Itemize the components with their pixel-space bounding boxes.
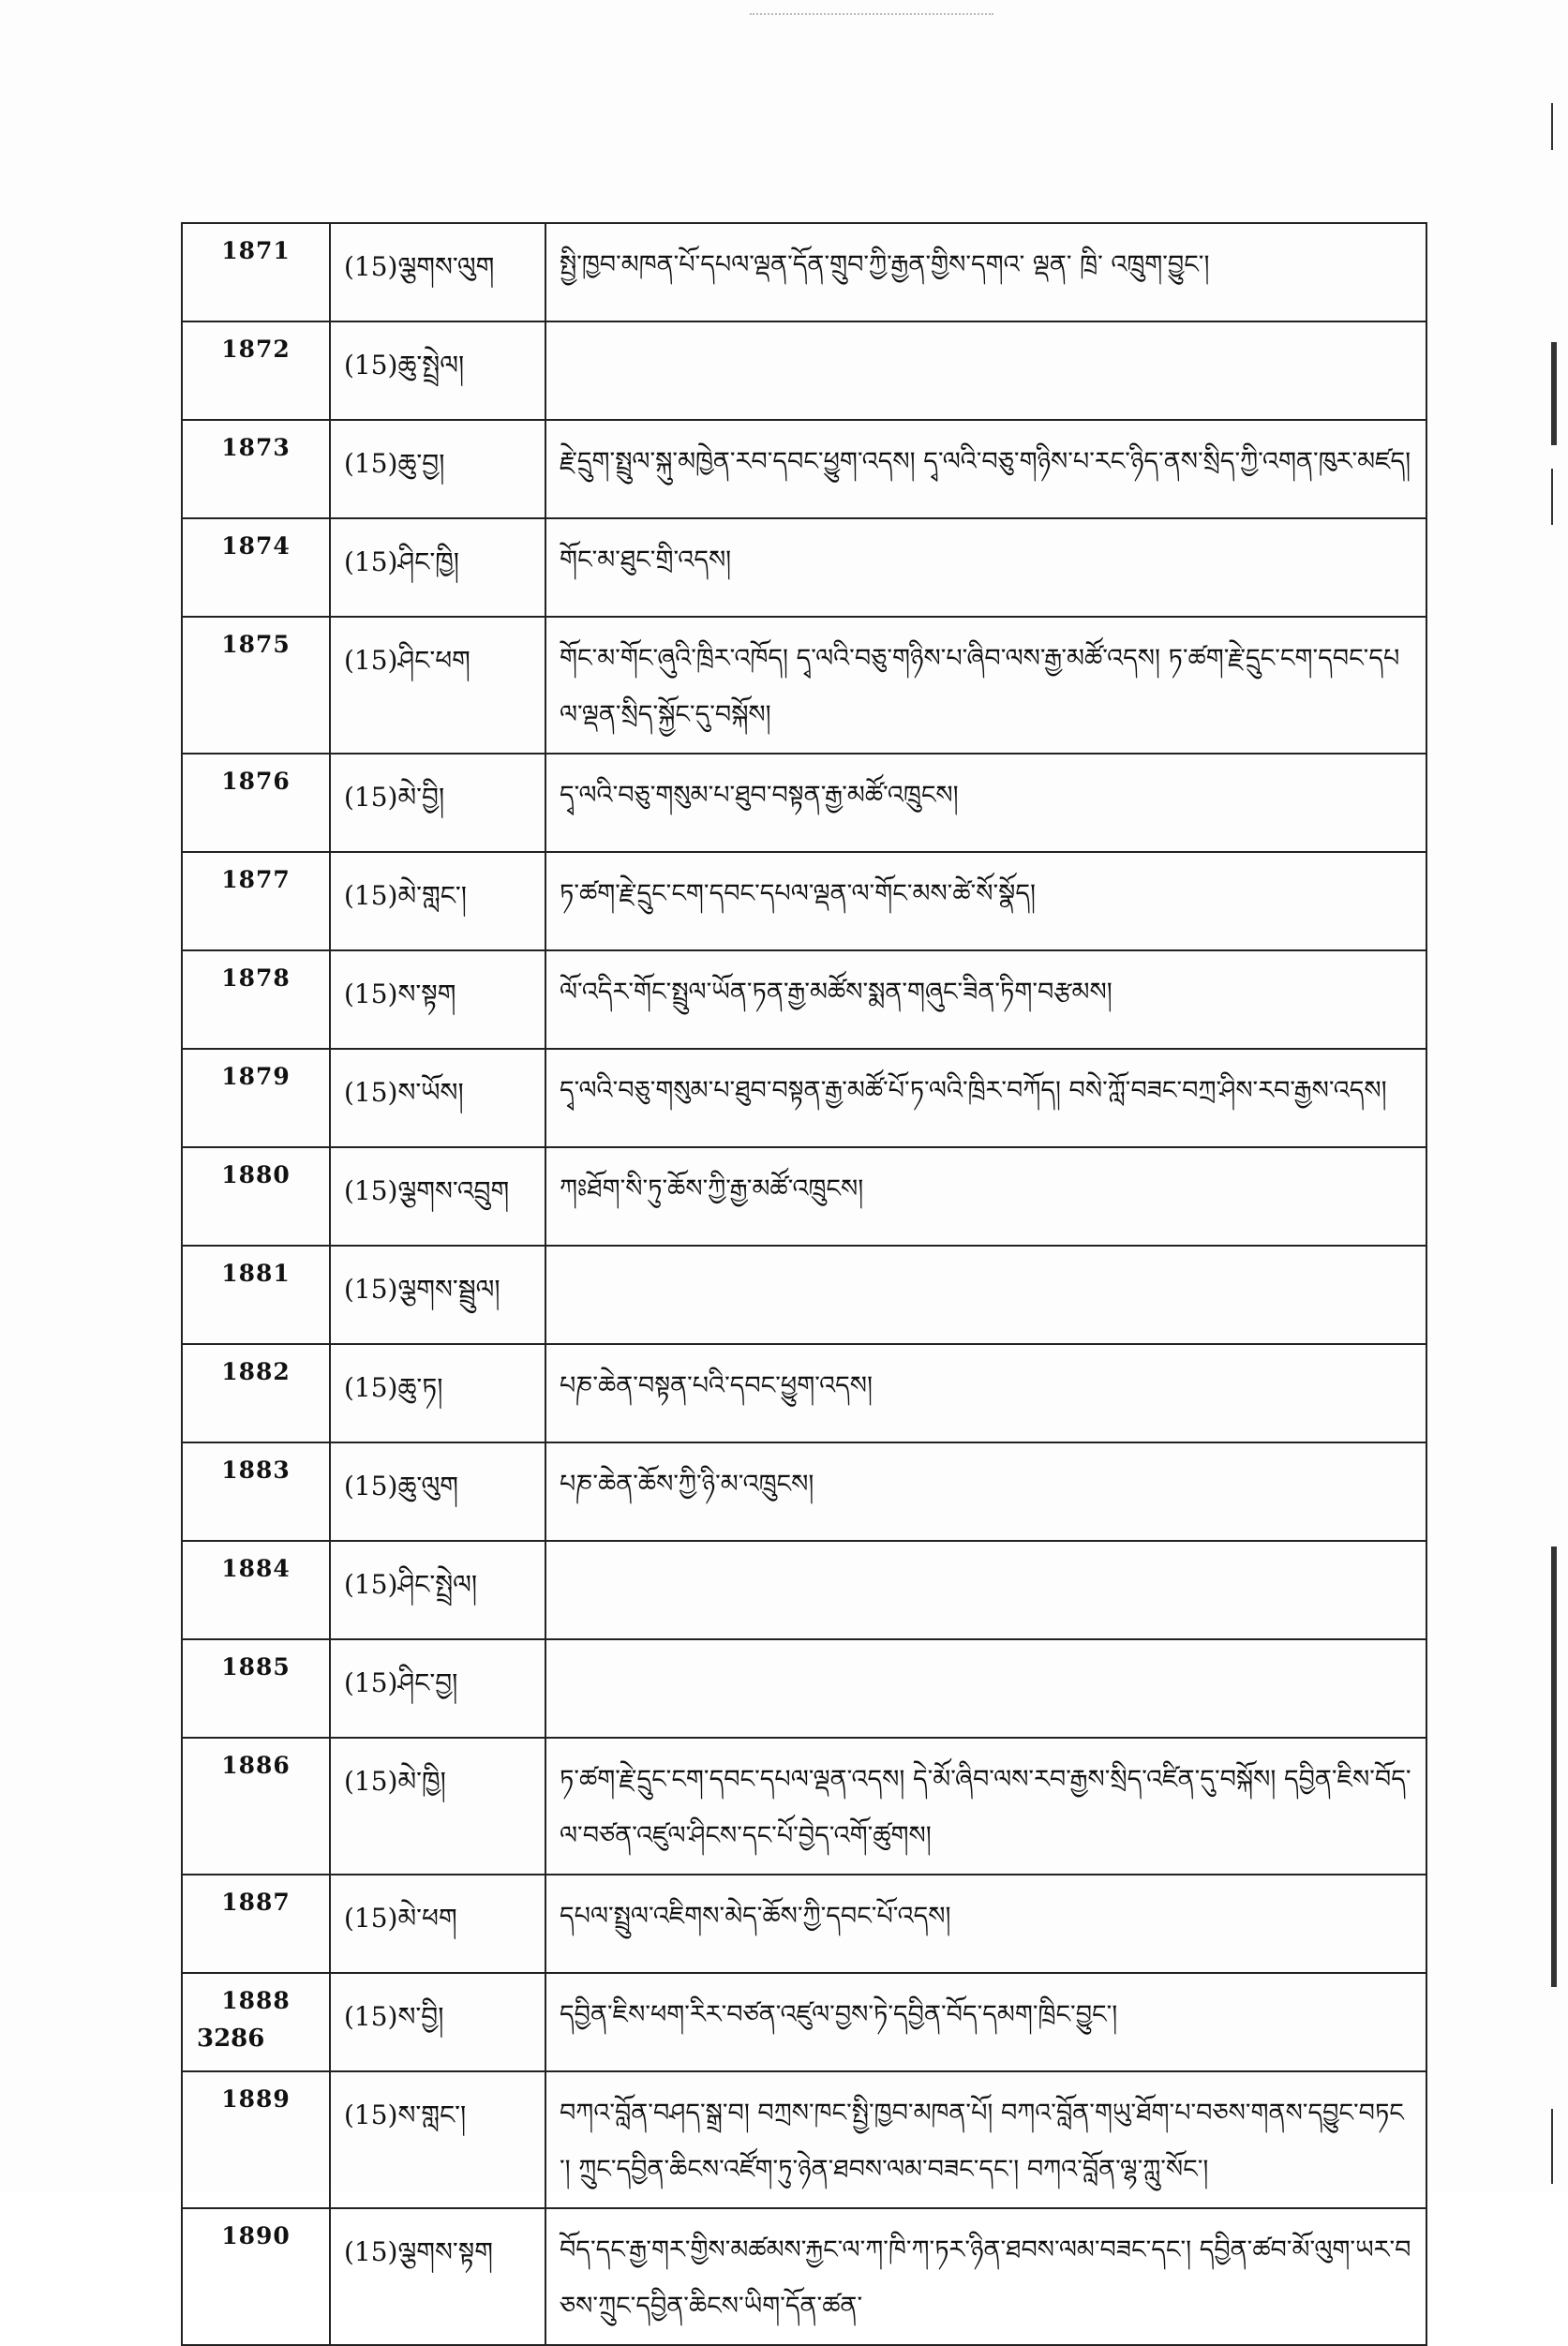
event-cell: དྭ་ལའི་བཅུ་གསུམ་པ་ཐུབ་བསྟན་རྒྱ་མཚོ་པོ་ཏ་ལའི་ཁྲིར་བཀོད། བསེ་ཀློ་བཟང་བཀྲ་ཤིས་རབ་རྒྱས་འདས། [545, 1049, 1426, 1147]
table-row [182, 852, 1426, 950]
cycle-cell: (15)ཤིང་ཁྱི། [330, 518, 545, 617]
cycle-cell: (15)ས་གླང་། [330, 2071, 545, 2208]
table-row [182, 420, 1426, 518]
scan-edge-mark [1551, 342, 1557, 445]
year-cell: 1889 [182, 2071, 330, 2208]
year-cell: 1871 [182, 223, 330, 321]
year-cell: 1878 [182, 950, 330, 1049]
table-row [182, 1246, 1426, 1344]
event-cell: པཎ་ཆེན་ཆོས་ཀྱི་ཉི་མ་འཁྲུངས། [545, 1442, 1426, 1541]
table-row [182, 321, 1426, 420]
table-row [182, 2208, 1426, 2345]
table-row [182, 1738, 1426, 1875]
cycle-cell: (15)ལྕགས་སྟག [330, 2208, 545, 2345]
year-cell: 1885 [182, 1639, 330, 1738]
cycle-cell: (15)ཤིང་སྤྲེལ། [330, 1541, 545, 1639]
event-cell [545, 1639, 1426, 1738]
table-row [182, 1973, 1426, 2071]
year-cell: 1876 [182, 754, 330, 852]
year-cell: 1879 [182, 1049, 330, 1147]
cycle-cell: (15)ཆུ་ལུག [330, 1442, 545, 1541]
year-cell: 1890 [182, 2208, 330, 2345]
table-row [182, 518, 1426, 617]
event-cell: ཏ་ཚག་རྗེ་དྲུང་ངག་དབང་དཔལ་ལྡན་འདས། དེ་མོ་ཞིབ་ལས་རབ་རྒྱས་སྲིད་འཛིན་དུ་བསྐོས། དབྱིན་ཇིས་བོད་ལ་བཙན་འཛུལ་ཤིངས་དང་པོ་བྱེད་འགོ་ཚུགས། [545, 1738, 1426, 1875]
table-row [182, 1442, 1426, 1541]
table-row [182, 1344, 1426, 1442]
event-cell: གོང་མ་ཐུང་གྲི་འདས། [545, 518, 1426, 617]
event-cell [545, 321, 1426, 420]
event-cell: ཏ་ཚག་རྗེ་དྲུང་ངག་དབང་དཔལ་ལྡན་ལ་གོང་མས་ཚེ་སོ་སྣོད། [545, 852, 1426, 950]
year-cell: 1875 [182, 617, 330, 754]
event-cell: བཀའ་བློན་བཤད་སྒྲ་བ། བཀྲས་ཁང་སྤྱི་ཁྱབ་མཁན་པོ། བཀའ་བློན་གཡུ་ཐོག་པ་བཅས་གནས་དབྱུང་བཏང་། ཀྲུང་དབྱིན་ཆིངས་འཛོག་ཏུ་ཉེན་ཐབས་ལམ་བཟང་དང་། བཀའ་བློན་ལྷ་ཀླུ་སོང་། [545, 2071, 1426, 2208]
cycle-cell: (15)ལྕགས་ལུག [330, 223, 545, 321]
scan-edge-mark [1551, 1547, 1557, 1987]
event-cell: དྭ་ལའི་བཅུ་གསུམ་པ་ཐུབ་བསྟན་རྒྱ་མཚོ་འཁྲུངས། [545, 754, 1426, 852]
cycle-cell: (15)ཆུ་བྱ། [330, 420, 545, 518]
table-row [182, 1875, 1426, 1973]
year-cell: 1872 [182, 321, 330, 420]
table-row [182, 223, 1426, 321]
cycle-cell: (15)མེ་ཁྱི། [330, 1738, 545, 1875]
cycle-cell: (15)ཆུ་སྤྲེལ། [330, 321, 545, 420]
year-cell: 1874 [182, 518, 330, 617]
year-cell: 1886 [182, 1738, 330, 1875]
event-cell: དཔལ་སྤྲུལ་འཇིགས་མེད་ཆོས་ཀྱི་དབང་པོ་འདས། [545, 1875, 1426, 1973]
year-cell: 1880 [182, 1147, 330, 1246]
scan-edge-mark [1551, 2109, 1553, 2184]
table-row [182, 1541, 1426, 1639]
event-cell: ཀཿཐོག་སི་ཏུ་ཆོས་ཀྱི་རྒྱ་མཚོ་འཁྲུངས། [545, 1147, 1426, 1246]
scan-artifact-dots [750, 13, 993, 15]
cycle-cell: (15)ཤིང་ཕག [330, 617, 545, 754]
table-row [182, 754, 1426, 852]
event-cell [545, 1541, 1426, 1639]
table-row [182, 950, 1426, 1049]
cycle-cell: (15)མེ་ཕག [330, 1875, 545, 1973]
cycle-cell: (15)ས་བྱི། [330, 1973, 545, 2071]
event-cell: བོད་དང་རྒྱ་གར་གྱིས་མཚམས་རྐྱང་ལ་ཀ་ཁི་ཀ་ཏར་ཉིན་ཐབས་ལམ་བཟང་དང་། དབྱིན་ཚབ་མོ་ལུག་ཡར་བཅས་ཀྲུང་དབྱིན་ཆིངས་ཡིག་དོན་ཚན་ [545, 2208, 1426, 2345]
cycle-cell: (15)ལྕགས་སྦྲུལ། [330, 1246, 545, 1344]
year-cell: 1881 [182, 1246, 330, 1344]
event-cell: ལོ་འདིར་གོང་སྤྲུལ་ཡོན་ཏན་རྒྱ་མཚོས་སྨན་གཞུང་ཟིན་ཏིག་བརྩམས། [545, 950, 1426, 1049]
page-number: 3286 [197, 2025, 265, 2053]
year-cell: 1887 [182, 1875, 330, 1973]
table-row [182, 1639, 1426, 1738]
year-cell: 1888 [182, 1973, 330, 2071]
event-cell: རྗེ་དྲུག་སྤྲུལ་སྐུ་མཁྱེན་རབ་དབང་ཕྱུག་འདས། དྭ་ལའི་བཅུ་གཉིས་པ་རང་ཉིད་ནས་སྲིད་ཀྱི་འགན་ཁུར་མཛད། [545, 420, 1426, 518]
cycle-cell: (15)མེ་བྱི། [330, 754, 545, 852]
year-cell: 1882 [182, 1344, 330, 1442]
scan-edge-mark [1551, 469, 1553, 525]
event-cell [545, 1246, 1426, 1344]
table-row [182, 2071, 1426, 2208]
cycle-cell: (15)མེ་གླང་། [330, 852, 545, 950]
cycle-cell: (15)ལྕགས་འབྲུག [330, 1147, 545, 1246]
year-cell: 1873 [182, 420, 330, 518]
cycle-cell: (15)ས་ཡོས། [330, 1049, 545, 1147]
year-cell: 1877 [182, 852, 330, 950]
chronology-table [181, 222, 1427, 2346]
event-cell: པཎ་ཆེན་བསྟན་པའི་དབང་ཕྱུག་འདས། [545, 1344, 1426, 1442]
scan-edge-mark [1551, 103, 1553, 150]
cycle-cell: (15)ས་སྟག [330, 950, 545, 1049]
event-cell: དབྱིན་ཇིས་ཕག་རིར་བཙན་འཛུལ་བྱས་ཏེ་དབྱིན་བོད་དམག་ཁྲིང་བྱུང་། [545, 1973, 1426, 2071]
table-row [182, 1147, 1426, 1246]
event-cell: གོང་མ་གོང་ཞུའི་ཁྲིར་འཁོད། དྭ་ལའི་བཅུ་གཉིས་པ་ཞིབ་ལས་རྒྱ་མཚོ་འདས། ཏ་ཚག་རྗེ་དྲུང་ངག་དབང་དཔལ་ལྡན་སྲིད་སྐྱོང་དུ་བསྐོས། [545, 617, 1426, 754]
table-row [182, 1049, 1426, 1147]
year-cell: 1883 [182, 1442, 330, 1541]
cycle-cell: (15)ཤིང་བྱ། [330, 1639, 545, 1738]
year-cell: 1884 [182, 1541, 330, 1639]
table-row [182, 617, 1426, 754]
event-cell: སྤྱི་ཁྱབ་མཁན་པོ་དཔལ་ལྡན་དོན་གྲུབ་ཀྱི་རྒྱན་གྱིས་དགའ་ ལྡན་ ཁྲི་ འཁྲུག་བྱུང་། [545, 223, 1426, 321]
cycle-cell: (15)ཆུ་ཏ། [330, 1344, 545, 1442]
